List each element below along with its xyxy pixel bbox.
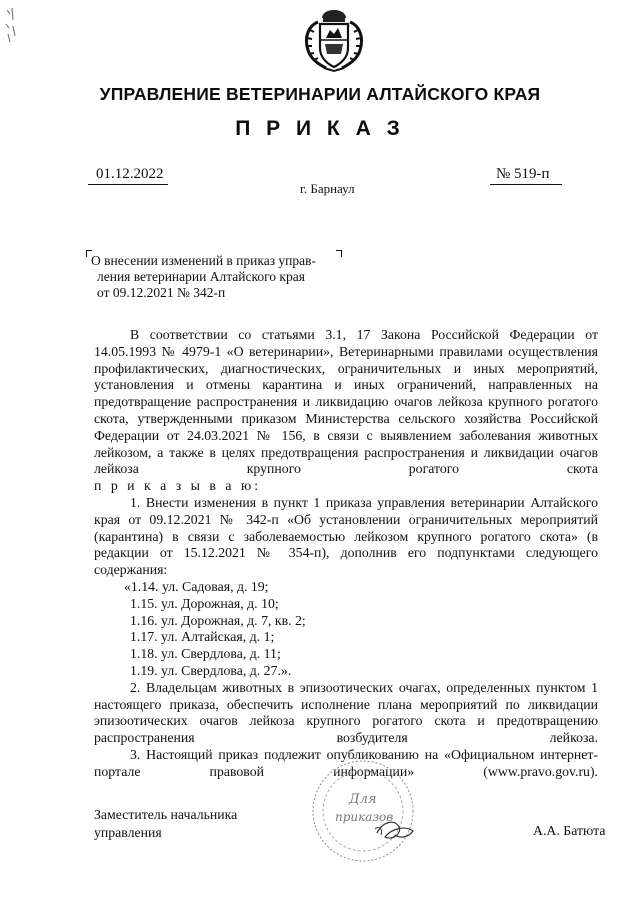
date-underline [88, 184, 168, 185]
order-subject [91, 253, 341, 301]
coat-of-arms-icon [296, 4, 372, 74]
subject-line: ления ветеринарии Алтайского края [97, 269, 305, 284]
subitem: 1.17. ул. Алтайская, д. 1; [130, 629, 275, 645]
subitem: 1.16. ул. Дорожная, д. 7, кв. 2; [130, 612, 306, 628]
point-3-paragraph: 3. Настоящий приказ подлежит опубликованию на «Официальном интернет-портале правовой информации» (www.pravo.gov.ru). [94, 746, 598, 779]
stamp-text-1: Для [349, 792, 377, 807]
document-type: П Р И К А З [235, 117, 405, 140]
signer-position-line: управления [94, 825, 162, 840]
stamp-text-2: приказов [335, 810, 394, 824]
point-2-paragraph: 2. Владельцам животных в эпизоотических очагах, определенных пунктом 1 настоящего приказа, обеспечить исполнение плана мероприятий по ликвидации эпизоотических очагов лейкоза крупного рогатого скота и предотвращению распространения возбудителя лейкоза. [94, 679, 598, 746]
order-number: № 519-п [496, 166, 550, 182]
signer-name: А.А. Батюта [533, 823, 606, 838]
subitem: 1.19. ул. Свердлова, д. 27.». [130, 662, 292, 678]
subitem: 1.18. ул. Свердлова, д. 11; [130, 646, 281, 662]
subitem: 1.15. ул. Дорожная, д. 10; [130, 595, 279, 611]
order-date: 01.12.2022 [96, 166, 164, 182]
signer-position-line: Заместитель начальника [94, 807, 238, 822]
subitem: «1.14. ул. Садовая, д. 19; [124, 578, 269, 594]
organization-name: УПРАВЛЕНИЕ ВЕТЕРИНАРИИ АЛТАЙСКОГО КРАЯ [99, 84, 541, 104]
round-stamp-icon [305, 755, 425, 865]
point-1-paragraph: 1. Внести изменения в пункт 1 приказа управления ветеринарии Алтайского края от 09.12.2021 № 342-п «Об установлении ограничительных мероприятий (карантина) в связи с заболеваемостью лейкозом крупного рогатого скота» (в редакции от 15.12.2021 № 354-п), дополнив его подпунктами следующего содержания: [94, 494, 598, 578]
order-word: п р и к а з ы в а ю: [94, 478, 262, 494]
preamble-paragraph: В соответствии со статьями 3.1, 17 Закона Российской Федерации от 14.05.1993 № 4979-1 «О ветеринарии», Ветеринарными правилами осуществления профилактических, диагностических, ограничительных и иных мероприятий, установления и отмены карантина и иных ограничений, направленных на предотвращение распространения и ликвидацию очагов лейкоза крупного рогатого скота, утвержденными приказом Министерства сельского хозяйства Российской Федерации от 24.03.2021 № 156, в связи с выявлением заболевания животных лейкозом, а также в целях предотвращения распространения и ликвидации очагов лейкоза крупного рогатого скота [94, 327, 598, 477]
number-underline [490, 184, 562, 185]
signer-position [94, 806, 237, 842]
subject-line: О внесении изменений в приказ управ- [91, 253, 317, 268]
scan-artifact-mark [4, 6, 18, 46]
order-body [94, 327, 598, 781]
subject-line: от 09.12.2021 № 342-п [97, 285, 226, 300]
city: г. Барнаул [300, 181, 355, 196]
